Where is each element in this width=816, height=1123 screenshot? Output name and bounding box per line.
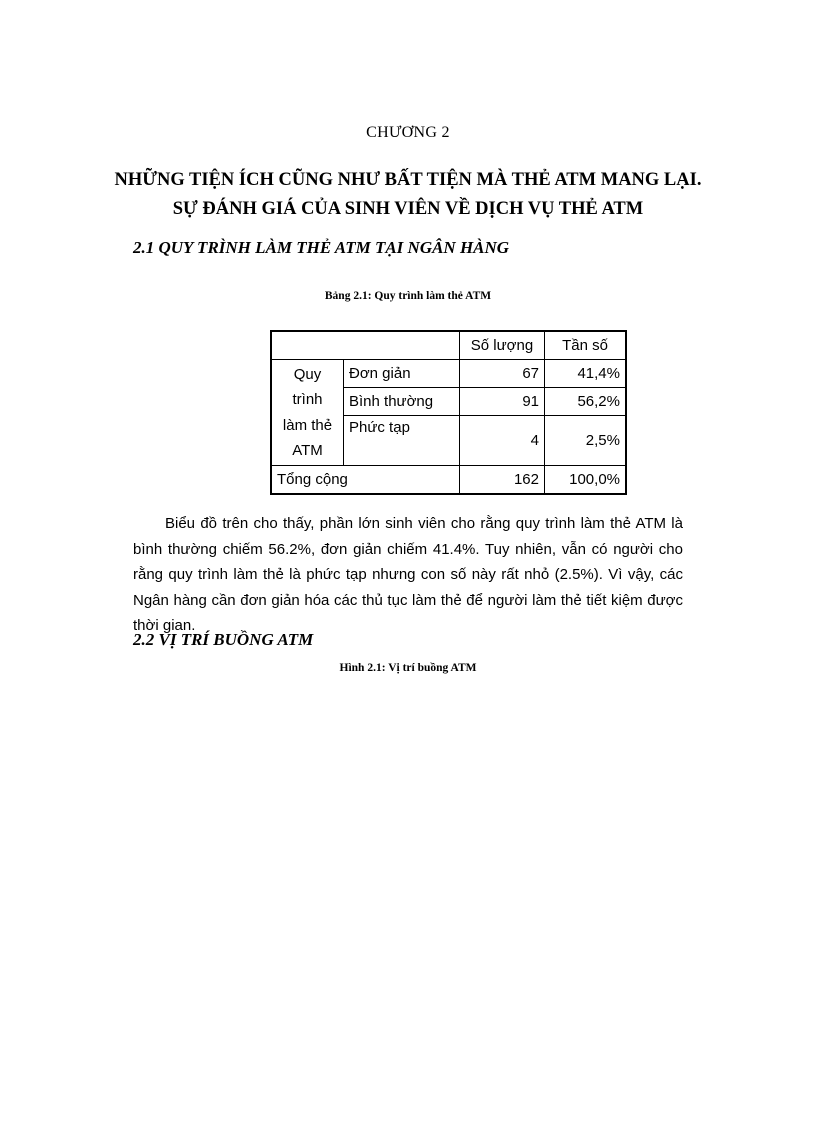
group-label-line: trình <box>292 391 323 408</box>
row-label: Bình thường <box>344 388 460 416</box>
header-count: Số lượng <box>460 331 545 360</box>
table-caption: Bảng 2.1: Quy trình làm thẻ ATM <box>324 290 492 302</box>
figure-caption: Hình 2.1: Vị trí buồng ATM <box>339 662 477 674</box>
chapter-title-line-1: NHỮNG TIỆN ÍCH CŨNG NHƯ BẤT TIỆN MÀ THẺ ATM MANG LẠI. <box>114 170 702 190</box>
row-frequency: 41,4% <box>545 360 627 388</box>
row-count: 91 <box>460 388 545 416</box>
group-label-line: làm thẻ <box>282 416 333 434</box>
section-heading-2-2: 2.2 VỊ TRÍ BUỒNG ATM <box>133 630 314 649</box>
row-frequency: 56,2% <box>545 388 627 416</box>
total-count: 162 <box>460 466 545 495</box>
chapter-title <box>0 166 816 224</box>
row-frequency: 2,5% <box>545 416 627 466</box>
total-frequency: 100,0% <box>545 466 627 495</box>
header-frequency: Tần số <box>545 331 627 360</box>
group-label-line: ATM <box>292 442 323 459</box>
total-label: Tổng cộng <box>271 466 460 495</box>
row-count: 4 <box>460 416 545 466</box>
section-heading-2-1: 2.1 QUY TRÌNH LÀM THẺ ATM TẠI NGÂN HÀNG <box>133 238 510 257</box>
data-table <box>270 330 627 495</box>
table-row <box>271 360 626 388</box>
row-label: Phức tạp <box>344 416 460 466</box>
chapter-title-line-2: SỰ ĐÁNH GIÁ CỦA SINH VIÊN VỀ DỊCH VỤ THẺ ATM <box>172 199 644 219</box>
table-header-row <box>271 331 626 360</box>
row-count: 67 <box>460 360 545 388</box>
group-label-line: Quy <box>293 365 322 383</box>
chapter-heading: CHƯƠNG 2 <box>366 124 450 141</box>
body-paragraph: Biểu đồ trên cho thấy, phần lớn sinh viên cho rằng quy trình làm thẻ ATM là bình thường chiếm 56.2%, đơn giản chiếm 41.4%. Tuy nhiên, vẫn có người cho rằng quy trình làm thẻ là phức tạp nhưng con số này rất nhỏ (2.5%). Vì vậy, các Ngân hàng cần đơn giản hóa các thủ tục làm thẻ để người làm thẻ tiết kiệm được thời gian. <box>133 515 683 634</box>
group-label-cell <box>271 360 344 466</box>
table-total-row <box>271 466 626 495</box>
row-label: Đơn giản <box>344 360 460 388</box>
table-corner-cell <box>271 331 460 360</box>
